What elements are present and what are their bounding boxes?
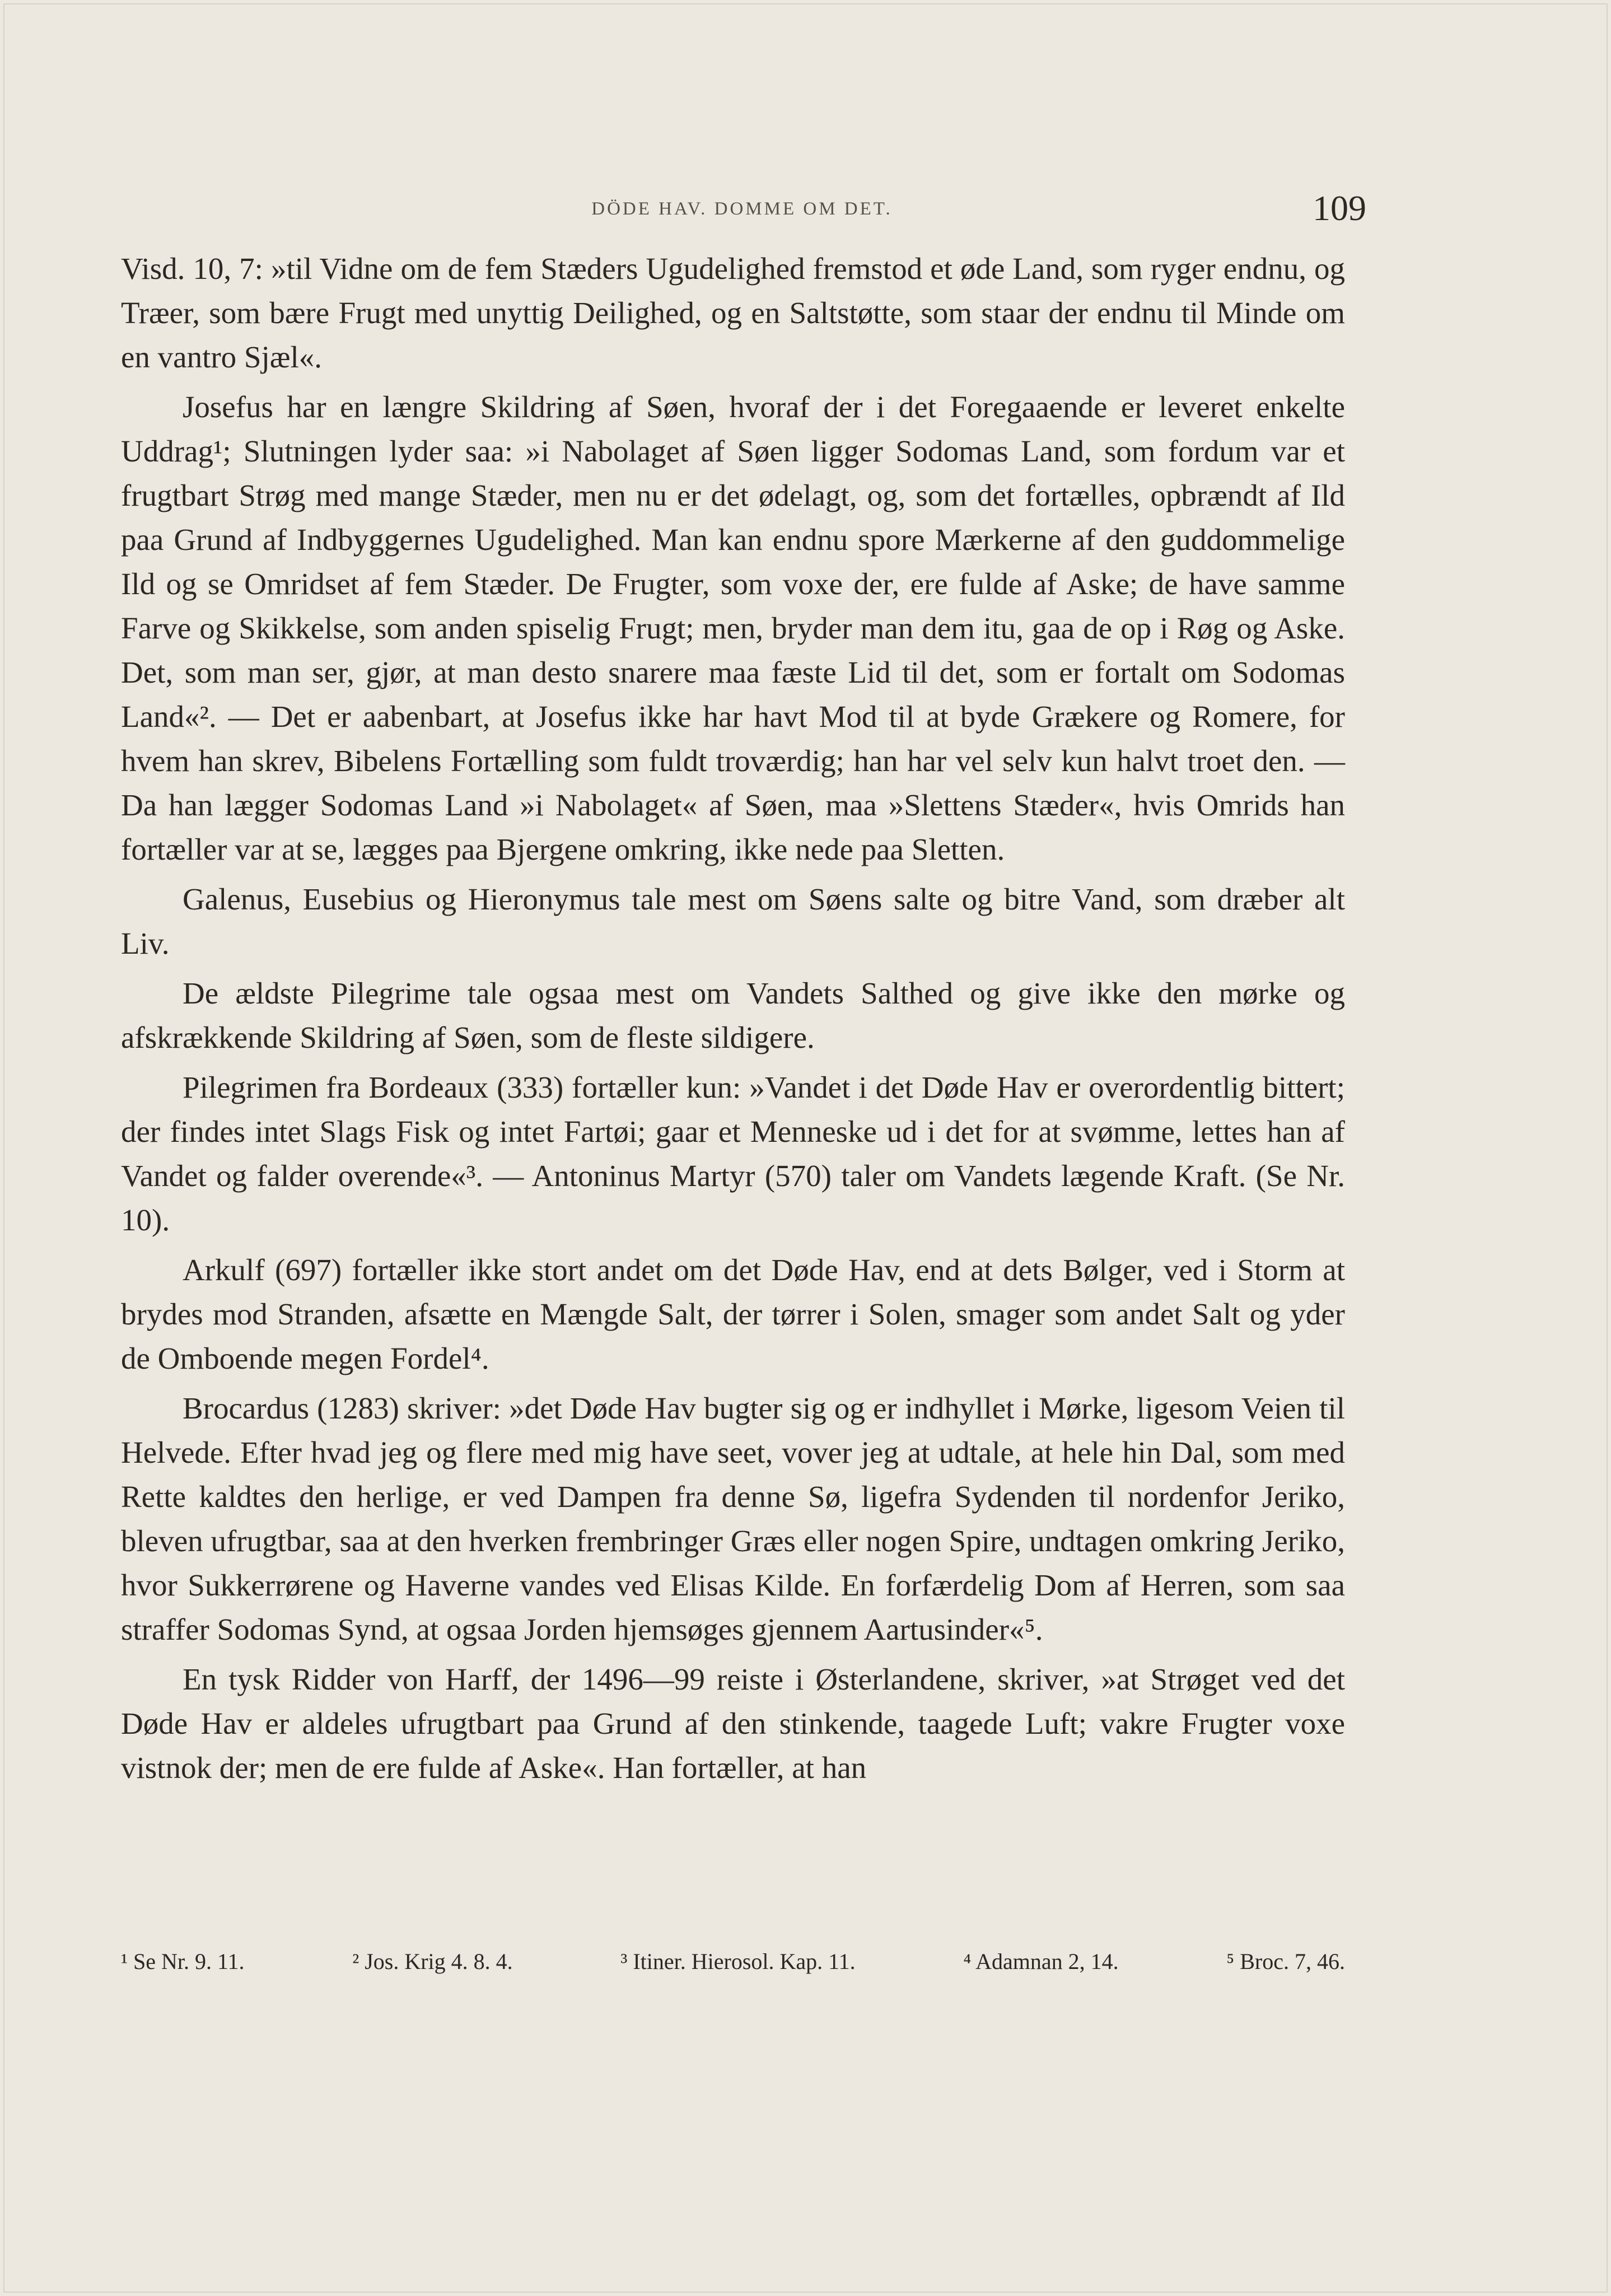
running-head (118, 188, 1366, 238)
footnote-4: ⁴ Adamnan 2, 14. (963, 1949, 1119, 1974)
footnote-2: ² Jos. Krig 4. 8. 4. (352, 1949, 513, 1974)
footnotes (121, 1946, 1345, 1977)
page-number: 109 (1313, 188, 1366, 228)
paragraph-7: Brocardus (1283) skriver: »det Døde Hav bugter sig og er indhyllet i Mørke, ligesom Veien til Helvede. Efter hvad jeg og flere med mig have seet, vover jeg at udtale, at hele hin Dal, som med Rette kaldtes den herlige, er ved Dampen fra denne Sø, ligefra Sydenden til nordenfor Jeriko, bleven ufrugtbar, saa at den hverken frembringer Græs eller nogen Spire, undtagen omkring Jeriko, hvor Sukkerrørene og Haverne vandes ved Elisas Kilde. En forfærdelig Dom af Herren, som saa straffer Sodomas Synd, at ogsaa Jorden hjemsøges gjennem Aartusinder«⁵. (121, 1391, 1345, 1646)
running-head-title: DÖDE HAV. DOMME OM DET. (591, 199, 893, 219)
body-text (121, 246, 1345, 1795)
paragraph-5: Pilegrimen fra Bordeaux (333) fortæller kun: »Vandet i det Døde Hav er overordentlig bittert; der findes intet Slags Fisk og intet Fartøi; gaar et Menneske ud i det for at svømme, lettes han af Vandet og falder overende«³. — Antoninus Martyr (570) taler om Vandets lægende Kraft. (Se Nr. 10). (121, 1070, 1345, 1237)
footnote-3: ³ Itiner. Hierosol. Kap. 11. (620, 1949, 856, 1974)
paragraph-3: Galenus, Eusebius og Hieronymus tale mest om Søens salte og bitre Vand, som dræber alt Liv. (121, 882, 1345, 960)
footnote-5: ⁵ Broc. 7, 46. (1226, 1949, 1345, 1974)
paragraph-8: En tysk Ridder von Harff, der 1496—99 reiste i Østerlandene, skriver, »at Strøget ved det Døde Hav er aldeles ufrugtbart paa Grund af den stinkende, taagede Luft; vakre Frugter voxe vistnok der; men de ere fulde af Aske«. Han fortæller, at han (121, 1662, 1345, 1785)
paragraph-4: De ældste Pilegrime tale ogsaa mest om Vandets Salthed og give ikke den mørke og afskrækkende Skildring af Søen, som de fleste sildigere. (121, 976, 1345, 1054)
paragraph-2: Josefus har en længre Skildring af Søen, hvoraf der i det Foregaaende er leveret enkelte Uddrag¹; Slutningen lyder saa: »i Nabolaget af Søen ligger Sodomas Land, som fordum var et frugtbart Strøg med mange Stæder, men nu er det ødelagt, og, som det fortælles, opbrændt af Ild paa Grund af Indbyggernes Ugudelighed. Man kan endnu spore Mærkerne af den guddommelige Ild og se Omridset af fem Stæder. De Frugter, som voxe der, ere fulde af Aske; de have samme Farve og Skikkelse, som anden spiselig Frugt; men, bryder man dem itu, gaa de op i Røg og Aske. Det, som man ser, gjør, at man desto snarere maa fæste Lid til det, som er fortalt om Sodomas Land«². — Det er aabenbart, at Josefus ikke har havt Mod til at byde Grækere og Romere, for hvem han skrev, Bibelens Fortælling som fuldt troværdig; han har vel selv kun halvt troet den. — Da han lægger Sodomas Land »i Nabolaget« af Søen, maa »Slettens Stæder«, hvis Omrids han fortæller var at se, lægges paa Bjergene omkring, ikke nede paa Sletten. (121, 390, 1345, 866)
paragraph-6: Arkulf (697) fortæller ikke stort andet om det Døde Hav, end at dets Bølger, ved i Storm at brydes mod Stranden, afsætte en Mængde Salt, der tørrer i Solen, smager som andet Salt og yder de Omboende megen Fordel⁴. (121, 1253, 1345, 1375)
footnote-1: ¹ Se Nr. 9. 11. (121, 1949, 245, 1974)
paragraph-1: Visd. 10, 7: »til Vidne om de fem Stæders Ugudelighed fremstod et øde Land, som ryger endnu, og Træer, som bære Frugt med unyttig Deilighed, og en Saltstøtte, som staar der endnu til Minde om en vantro Sjæl«. (121, 251, 1345, 374)
